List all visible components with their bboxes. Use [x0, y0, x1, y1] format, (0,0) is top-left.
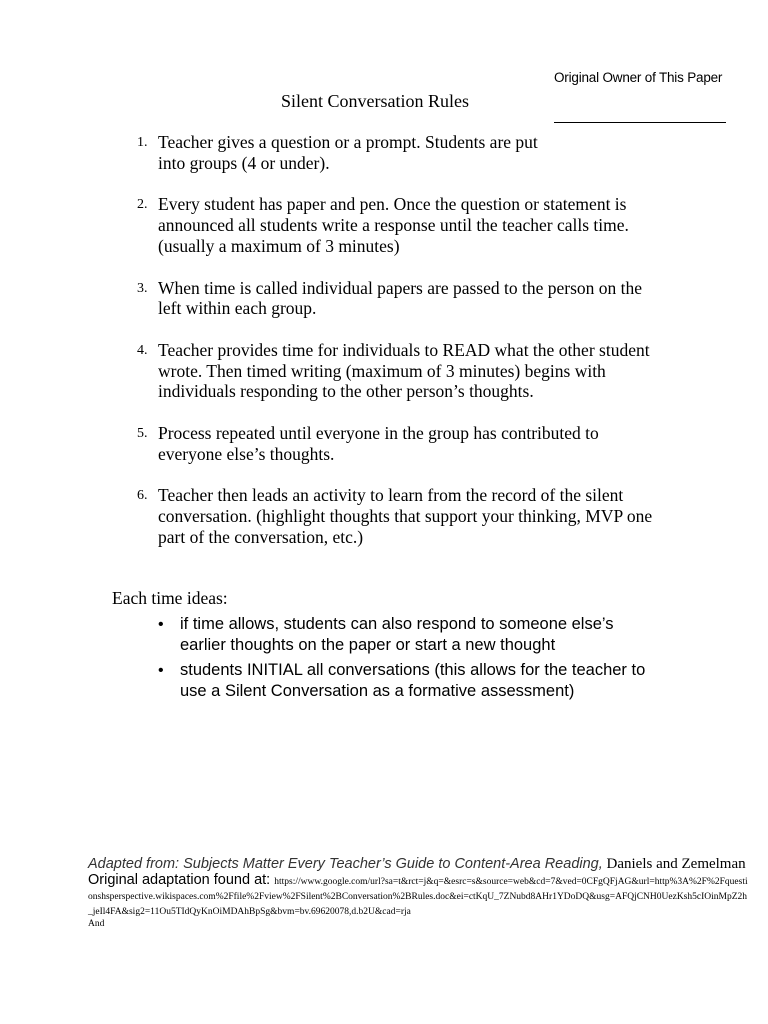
- bullet-icon: •: [158, 662, 164, 679]
- adaptation-found-line: [88, 873, 748, 918]
- source-url[interactable]: https://www.google.com/url?sa=t&rct=j&q=&esrc=s&source=web&cd=7&ved=0CFgQFjAG&url=http%3A%2F%2Fquestionshsperspective.wikispaces.com%2Ffile%2Fview%2FSilent%2BConversation%2BRules.doc&ei=ctKqU_7ZNubd8AHr1YDoDQ&usg=AFQjCNH0UezKsh5cIOinMpZ2h_jeIl4FA&sig2=11Ou5TIdQyKnOiMDAhBpSg&bvm=bv.69620078,d.b2U&cad=rja: [88, 877, 748, 917]
- owner-label: Original Owner of This Paper: [554, 70, 723, 85]
- rule-text: Teacher provides time for individuals to READ what the other student wrote. Then timed writing (maximum of 3 minutes) begins with individuals responding to the other person’s thoughts.: [158, 339, 650, 402]
- rule-text: Teacher gives a question or a prompt. Students are put into groups (4 or under).: [158, 132, 538, 173]
- rule-item: [125, 423, 665, 464]
- adapted-from-line: [88, 855, 748, 873]
- rule-item: [125, 485, 665, 547]
- rule-item: [125, 340, 665, 402]
- ideas-heading: Each time ideas:: [112, 588, 228, 608]
- rule-text: Every student has paper and pen. Once the question or statement is announced all students write a response until the teacher calls time. (usually a maximum of 3 minutes): [158, 194, 629, 256]
- owner-signature-line: [554, 122, 726, 123]
- rule-number: 1.: [137, 135, 148, 150]
- rule-number: 4.: [137, 342, 148, 358]
- rule-text: When time is called individual papers are passed to the person on the left within each group.: [158, 277, 643, 319]
- adapted-source: Adapted from: Subjects Matter Every Teacher’s Guide to Content-Area Reading,: [88, 856, 603, 872]
- rule-item: [125, 132, 553, 173]
- found-label: Original adaptation found at:: [88, 872, 275, 888]
- idea-item: [158, 660, 658, 702]
- footer: [88, 855, 748, 930]
- rule-number: 5.: [137, 426, 148, 442]
- bullet-icon: •: [158, 616, 164, 633]
- rule-item: [125, 278, 665, 319]
- rule-number: 2.: [137, 197, 148, 213]
- idea-text: if time allows, students can also respond to someone else’s earlier thoughts on the paper or start a new thought: [180, 615, 614, 654]
- rule-number: 6.: [137, 488, 148, 504]
- rule-text: Teacher then leads an activity to learn from the record of the silent conversation. (highlight thoughts that support your thinking, MVP one part of the conversation, etc.): [158, 485, 653, 547]
- idea-text: students INITIAL all conversations (this allows for the teacher to use a Silent Conversation as a formative assessment): [180, 661, 646, 700]
- rule-item: [125, 194, 665, 256]
- adapted-authors: Daniels and Zemelman: [602, 856, 746, 872]
- ideas-list: [158, 614, 658, 706]
- page-title: Silent Conversation Rules: [281, 91, 469, 111]
- rule-number: 3.: [137, 280, 148, 296]
- rule-text: Process repeated until everyone in the group has contributed to everyone else’s thoughts.: [158, 423, 599, 464]
- idea-item: [158, 614, 658, 656]
- rules-list: [125, 132, 665, 569]
- trailing-and: And: [88, 919, 105, 929]
